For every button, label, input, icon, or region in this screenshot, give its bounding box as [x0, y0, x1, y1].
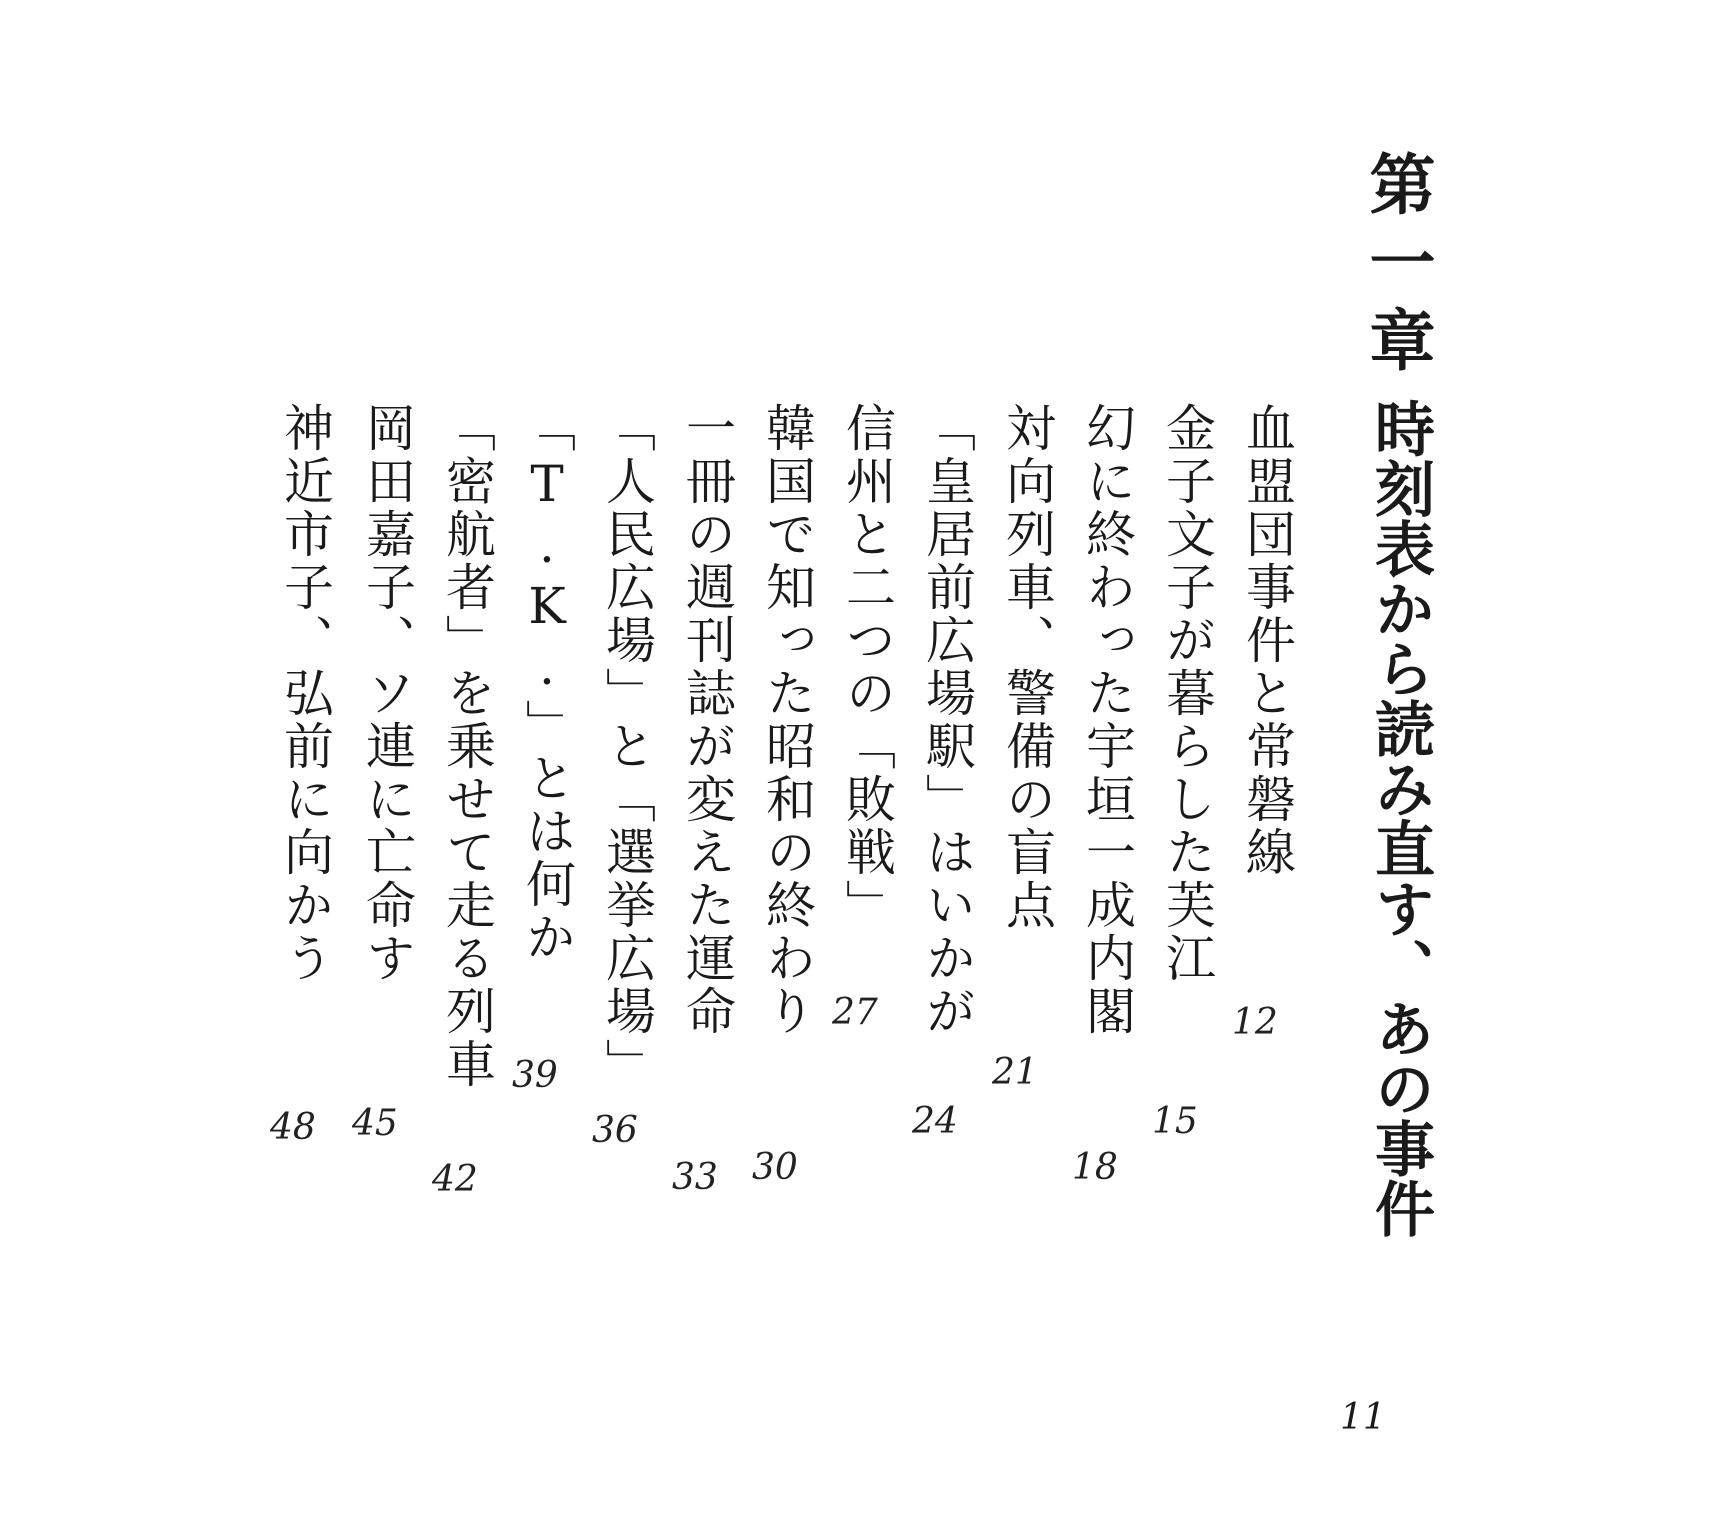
- toc-entry-title: 「T.K.」とは何か: [518, 402, 576, 964]
- toc-entry-title: 岡田嘉子、ソ連に亡命す: [358, 402, 416, 985]
- toc-entry-page: 27: [832, 992, 878, 1033]
- toc-entry-title: 一冊の週刊誌が変えた運命: [678, 402, 736, 1038]
- toc-entry-page: 21: [992, 1052, 1038, 1093]
- toc-entry-title: 「人民広場」と「選挙広場」: [598, 402, 656, 1091]
- toc-entry-page: 39: [512, 1055, 558, 1096]
- toc-entry-page: 36: [592, 1110, 638, 1151]
- toc-entry-page: 42: [432, 1159, 478, 1200]
- toc-entry-title: 金子文子が暮らした芙江: [1158, 402, 1216, 985]
- toc-entry-title: 血盟団事件と常磐線: [1238, 402, 1296, 879]
- toc-entry-title: 幻に終わった宇垣一成内閣: [1078, 402, 1136, 1038]
- toc-entry-page: 15: [1152, 1101, 1198, 1142]
- toc-entry-title: 「密航者」を乗せて走る列車: [438, 402, 496, 1091]
- toc-entry-page: 12: [1232, 1002, 1278, 1043]
- toc-entry-page: 18: [1072, 1147, 1118, 1188]
- toc-entry-title: 「皇居前広場駅」はいかが: [918, 402, 976, 1038]
- toc-entry-page: 48: [270, 1107, 316, 1148]
- toc-entry-title: 対向列車、警備の盲点: [998, 402, 1056, 932]
- toc-entry-page: 30: [752, 1147, 798, 1188]
- toc-entry-title: 韓国で知った昭和の終わり: [758, 402, 816, 1038]
- page-number: 11: [1340, 1397, 1386, 1438]
- toc-entry-title: 信州と二つの「敗戦」: [838, 402, 896, 932]
- toc-entry-page: 33: [672, 1157, 718, 1198]
- chapter-label: 第一章: [1358, 150, 1436, 384]
- toc-entry-title: 神近市子、弘前に向かう: [276, 402, 334, 985]
- chapter-title: 時刻表から読み直す、あの事件: [1365, 398, 1435, 1238]
- toc-entry-page: 45: [352, 1103, 398, 1144]
- toc-entry-page: 24: [912, 1101, 958, 1142]
